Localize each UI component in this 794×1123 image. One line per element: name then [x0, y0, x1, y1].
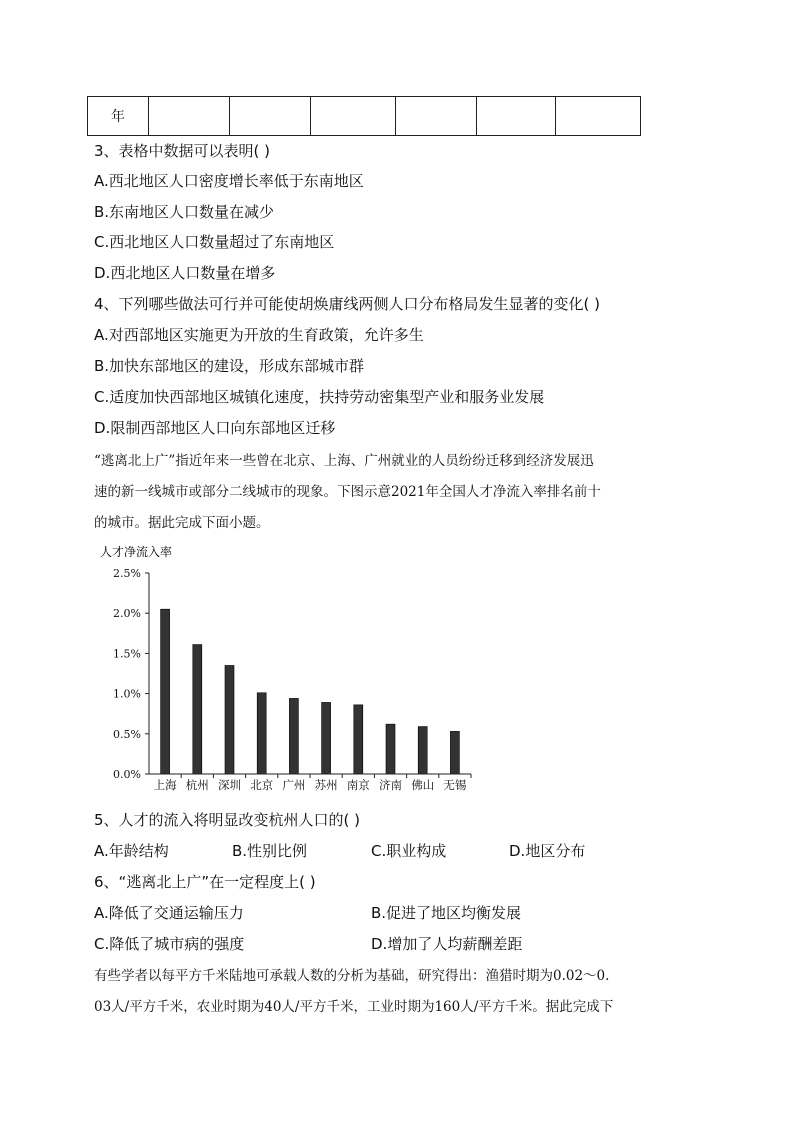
- q6-option-a: A.降低了交通运输压力: [94, 904, 244, 922]
- x-tick-label: 佛山: [411, 778, 435, 792]
- q3-option-a: A.西北地区人口密度增长率低于东南地区: [94, 172, 364, 190]
- q4-stem: 4、下列哪些做法可行并可能使胡焕庸线两侧人口分布格局发生显著的变化( ): [94, 295, 601, 313]
- table-cell: [396, 97, 477, 136]
- bar-济南: [386, 724, 395, 774]
- passage-line: 03人/平方千米，农业时期为40人/平方千米，工业时期为160人/平方千米。据此完成下: [94, 999, 614, 1015]
- y-tick-label: 2.5%: [113, 567, 141, 580]
- table-cell: [556, 97, 641, 136]
- q5-option-d: D.地区分布: [509, 842, 586, 860]
- table-cell: [477, 97, 556, 136]
- x-tick-label: 济南: [379, 778, 402, 792]
- talent-inflow-bar-chart: [94, 543, 484, 795]
- bar-杭州: [193, 645, 202, 774]
- passage-line: 速的新一线城市或部分二线城市的现象。下图示意2021年全国人才净流入率排名前十: [94, 484, 601, 500]
- passage-line: 有些学者以每平方千米陆地可承载人数的分析为基础，研究得出：渔猎时期为0.02～0.: [94, 968, 610, 984]
- y-tick-label: 0.5%: [113, 727, 141, 741]
- x-tick-label: 广州: [282, 778, 306, 792]
- q6-option-d: D.增加了人均薪酬差距: [371, 935, 523, 953]
- passage-line: 的城市。据此完成下面小题。: [94, 515, 270, 531]
- y-axis: [113, 567, 149, 781]
- y-tick-label: 0.0%: [113, 768, 141, 781]
- x-tick-label: 南京: [346, 778, 370, 792]
- q4-option-d: D.限制西部地区人口向东部地区迁移: [94, 419, 336, 437]
- table-cell: [149, 97, 230, 136]
- bar-深圳: [225, 665, 234, 774]
- q5-option-a: A.年龄结构: [94, 842, 169, 860]
- data-table-fragment: [87, 96, 641, 136]
- y-tick-label: 1.5%: [113, 647, 141, 661]
- q6-stem: 6、“逃离北上广”在一定程度上( ): [94, 873, 316, 891]
- bars: [161, 609, 460, 774]
- chart-title: 人才净流入率: [100, 545, 173, 559]
- q3-option-d: D.西北地区人口数量在增多: [94, 264, 276, 282]
- bar-苏州: [322, 702, 331, 774]
- y-tick-label: 1.0%: [113, 687, 141, 701]
- x-tick-label: 无锡: [443, 778, 467, 792]
- q5-stem: 5、人才的流入将明显改变杭州人口的( ): [94, 811, 361, 829]
- x-tick-label: 北京: [250, 778, 274, 792]
- passage-line: “逃离北上广”指近年来一些曾在北京、上海、广州就业的人员纷纷迁移到经济发展迅: [94, 453, 594, 469]
- table-cell: [311, 97, 396, 136]
- q5-option-b: B.性别比例: [232, 842, 308, 860]
- table-cell: [230, 97, 311, 136]
- q4-option-b: B.加快东部地区的建设，形成东部城市群: [94, 357, 365, 375]
- x-tick-label: 杭州: [185, 778, 209, 792]
- bar-广州: [289, 698, 298, 774]
- q3-stem: 3、表格中数据可以表明( ): [94, 142, 271, 160]
- bar-北京: [257, 693, 266, 774]
- q6-option-b: B.促进了地区均衡发展: [371, 904, 522, 922]
- q3-option-c: C.西北地区人口数量超过了东南地区: [94, 233, 335, 251]
- bar-南京: [354, 705, 363, 774]
- bar-无锡: [450, 731, 459, 774]
- q6-option-c: C.降低了城市病的强度: [94, 935, 245, 953]
- q4-option-a: A.对西部地区实施更为开放的生育政策，允许多生: [94, 326, 424, 344]
- x-axis: [149, 774, 471, 792]
- bar-佛山: [418, 727, 427, 774]
- x-tick-label: 深圳: [218, 778, 241, 792]
- q5-option-c: C.职业构成: [371, 842, 447, 860]
- table-row: [88, 97, 641, 136]
- x-tick-label: 上海: [153, 778, 177, 792]
- x-tick-label: 苏州: [314, 778, 338, 792]
- q4-option-c: C.适度加快西部地区城镇化速度，扶持劳动密集型产业和服务业发展: [94, 388, 545, 406]
- q3-option-b: B.东南地区人口数量在减少: [94, 203, 275, 221]
- table-row-header: 年: [88, 97, 149, 136]
- bar-上海: [161, 609, 170, 774]
- y-tick-label: 2.0%: [113, 607, 141, 621]
